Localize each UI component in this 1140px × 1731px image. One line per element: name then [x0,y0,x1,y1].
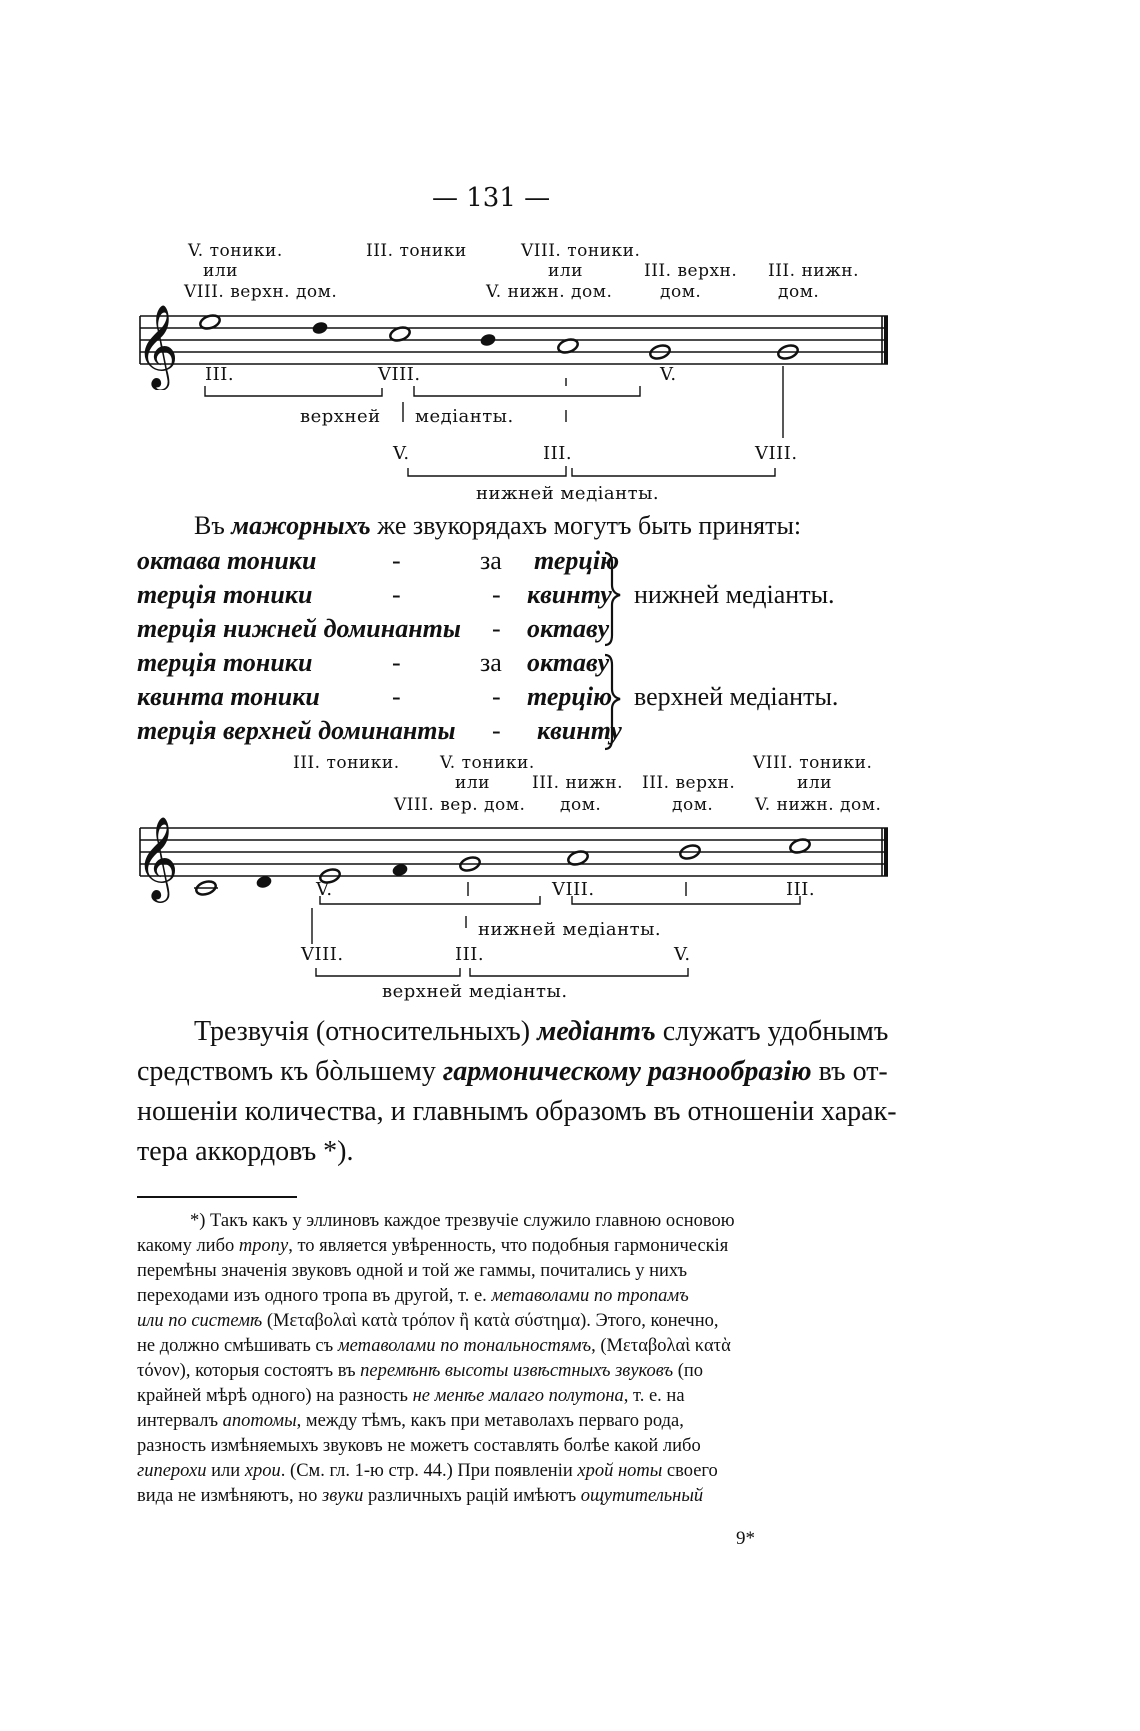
list-row-4-za: за [480,648,502,677]
intro-line [194,511,801,541]
intro-c: же звукорядахъ могутъ быть приняты: [370,511,802,540]
ex2-below-r1-2: VIII. [552,879,595,900]
ex2-label-2-line2: или [455,773,490,793]
ex1-below-r1-2: VIII. [378,364,421,385]
fn-line-8: крайней мѣрѣ одного) на разность не менѣе малаго полутона, т. е. на [137,1386,685,1406]
treble-clef-icon-2: 𝄞 [136,815,179,899]
list-row-3-dash: - [492,614,501,643]
ex2-below-r1-1: V. [316,879,333,900]
fn-line-3: перемѣны значенія звуковъ одной и той же гаммы, почитались у нихъ [137,1261,688,1281]
ex2-nizhney-medianty: нижней медіанты. [478,919,662,940]
ex2-label-5-line1: VIII. тоники. [753,753,873,773]
ex1-label-4-line1: III. верхн. [644,261,738,281]
group-label-lower: нижней медіанты. [634,580,835,609]
fn-line-2: какому либо тропу, то является увѣренность, что подобныя гармоническія [137,1236,729,1256]
ex1-label-1-line2: или [203,261,238,281]
list-row-2-left: терція тоники [137,580,313,609]
ex2-label-5-line2: или [797,773,832,793]
list-row-5-left: квинта тоники [137,682,320,711]
list-row-5-za: - [492,682,501,711]
ex2-label-4-line2: дом. [672,795,714,815]
list-row-6-left: терція верхней доминанты [137,716,456,745]
list-row-1-za: за [480,546,502,575]
ex1-label-1-line3: VIII. верхн. дом. [184,282,338,302]
ex1-below-r2-1: V. [393,443,410,464]
list-row-4-right: октаву [527,648,610,677]
ex1-label-3-line2: или [548,261,583,281]
ex1-below-r1-1: III. [205,364,235,385]
paragraph-line-2: средствомъ къ бòльшему гармоническому разнообразію въ от- [137,1056,888,1087]
list-row-1-dash: - [392,546,401,575]
ex2-label-4-line1: III. верхн. [642,773,736,793]
list-row-1-left: октава тоники [137,546,317,575]
list-row-1-right: терцію [534,546,620,575]
intro-b: мажорныхъ [231,511,371,540]
ex2-below-r1-3: III. [786,879,816,900]
ex2-below-r2-2: III. [455,944,485,965]
footnote-rule [137,1196,297,1198]
ex1-nizhney-medianty: нижней медіанты. [476,483,660,504]
list-row-3-right: октаву [527,614,610,643]
ex2-below-r2-1: VIII. [301,944,344,965]
list-braces [0,545,1140,765]
ex2-verkhney-medianty: верхней медіанты. [382,981,568,1002]
fn-line-12: вида не измѣняютъ, но звуки различныхъ рацій имѣютъ ощутительный [137,1486,704,1506]
intro-a: Въ [194,511,232,540]
treble-clef-icon: 𝄞 [136,303,179,387]
list-row-2-za: - [492,580,501,609]
fn-line-7: τόνον), которыя состоятъ въ перемѣнѣ высоты извѣстныхъ звуковъ (по [137,1361,704,1381]
ex2-label-3-line2: дом. [560,795,602,815]
paragraph [194,1012,888,1052]
ex1-label-1-line1: V. тоники. [188,241,283,261]
ex1-below-r2-3: VIII. [755,443,798,464]
ex2-below-r2-3: V. [674,944,691,965]
signature-mark: 9* [736,1528,755,1549]
fn-line-6: не должно смѣшивать съ метаволами по тональностямъ, (Μεταβολαὶ κατὰ [137,1336,731,1356]
fn-line-5: или по системѣ (Μεταβολαὶ κατὰ τρόπον ἢ κατὰ σύστημα). Этого, конечно, [137,1311,719,1331]
ex1-label-3-line1: VIII. тоники. [521,241,641,261]
ex1-label-5-line2: дом. [778,282,820,302]
list-row-6-right: квинту [537,716,622,745]
ex2-brackets [0,872,1140,1012]
fn-line-1: *) Такъ какъ у эллиновъ каждое трезвучіе служило главною основою [190,1211,735,1231]
ex2-label-1-line1: III. тоники. [293,753,400,773]
ex1-brackets [0,360,1140,510]
fn-line-9: интервалъ апотомы, между тѣмъ, какъ при метаволахъ перваго рода, [137,1411,684,1431]
list-row-2-dash: - [392,580,401,609]
paragraph-line-3: ношеніи количества, и главнымъ образомъ въ отношеніи харак- [137,1096,897,1127]
list-row-4-left: терція тоники [137,648,313,677]
ex1-verkhney: верхней [300,406,381,427]
list-row-4-dash: - [392,648,401,677]
ex1-label-5-line1: III. нижн. [768,261,859,281]
ex1-below-r2-2: III. [543,443,573,464]
paragraph-line-4: тера аккордовъ *). [137,1136,354,1167]
fn-line-10: разность измѣняемыхъ звуковъ не можетъ составлять болѣе какой либо [137,1436,701,1456]
list-row-6-dash: - [492,716,501,745]
ex2-label-3-line1: III. нижн. [532,773,623,793]
ex2-label-5-line3: V. нижн. дом. [755,795,882,815]
list-row-3-left: терція нижней доминанты [137,614,461,643]
group-label-upper: верхней медіанты. [634,682,839,711]
ex2-label-2-line3: VIII. вер. дом. [394,795,526,815]
ex2-label-2-line1: V. тоники. [440,753,535,773]
ex1-label-4-line2: дом. [660,282,702,302]
ex1-label-3-line3: V. нижн. дом. [486,282,613,302]
ex1-label-2-line1: III. тоники [366,241,467,261]
list-row-5-dash: - [392,682,401,711]
fn-line-4: переходами изъ одного тропа въ другой, т. е. метаволами по тропамъ [137,1286,689,1306]
ex1-below-r1-3: V. [660,364,677,385]
paragraph-line-1: Трезвучія (относительныхъ) медіантъ служатъ удобнымъ [194,1016,889,1047]
fn-line-11: гиперохи или хрои. (См. гл. 1-ю стр. 44.) При появленіи хрой ноты своего [137,1461,718,1481]
list-row-2-right: квинту [527,580,612,609]
list-row-5-right: терцію [527,682,613,711]
ex1-medianty: медіанты. [415,406,514,427]
page-number: — 131 — [432,183,551,213]
